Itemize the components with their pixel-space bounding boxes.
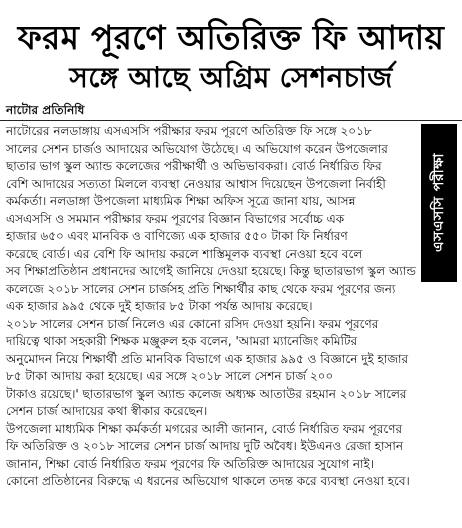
section-label: এসএসসি পরীক্ষা (431, 153, 447, 253)
body-line: টাকাও রয়েছে।' ছাতারভাগ স্কুল অ্যান্ড কলেজ অধ্যক্ষ আতাউর রহমান ২০১৮ সালের (6, 386, 407, 401)
byline: নাটোর প্রতিনিধি (6, 103, 85, 117)
headline (0, 16, 462, 96)
body-line: হাজার ৬৫০ এবং মানবিক ও বাণিজ্যে এক হাজার ৫৫০ টাকা ফি নির্ধারণ (6, 229, 348, 243)
body-line: ফি অতিরিক্ত ও ২০১৮ সালের সেশন চার্জ আদায় দুটি অবৈধ। ইউএনও রেজা হাসান (6, 439, 404, 453)
top-clipped-text-strip (0, 0, 462, 9)
body-line: সব শিক্ষাপ্রতিষ্ঠান প্রধানদের আগেই জানিয়ে দেওয়া হয়েছে। কিন্তু ছাতারভাগ স্কুল অ্যান্ড (6, 264, 416, 278)
body-line: করেছে বোর্ড। এর বেশি ফি আদায় করলে শাস্তিমূলক ব্যবস্থা নেওয়া হবে বলে (6, 246, 363, 261)
body-line: এক হাজার ৯৯৫ থেকে দুই হাজার ৮৫ টাকা পর্যন্ত আদায় করেছে। (6, 299, 313, 313)
body-line: উপজেলা মাধ্যমিক শিক্ষা কর্মকর্তা মগরের আলী জানান, বোর্ড নির্ধারিত ফরম পূরণের (6, 421, 403, 436)
body-line: ৮৫ টাকা আদায় করা হয়েছে। এর সঙ্গে ২০১৮ সালে সেশন চার্জ ২০০ (6, 369, 334, 383)
headline-line-1: ফরম পূরণে অতিরিক্ত ফি আদায় (17, 18, 445, 57)
body-line: কর্মকর্তা। নলডাঙ্গা উপজেলা মাধ্যমিক শিক্ষা অফিস সূত্রে জানা যায়, আসন্ন (6, 194, 356, 208)
byline-divider (0, 120, 462, 121)
body-line: ছাতার ভাগ স্কুল অ্যান্ড কলেজের পরীক্ষার্থী ও অভিভাবকরা। বোর্ড নির্ধারিত ফির (6, 159, 382, 173)
body-line: সালের সেশন চার্জও আদায়ের অভিযোগ উঠেছে। এ অভিযোগ করেন উপজেলার (6, 141, 388, 156)
body-line: সেশন চার্জ আদায়ের কথা স্বীকার করেছেন। (6, 404, 208, 418)
body-line: অনুমোদন নিয়ে শিক্ষার্থী প্রতি মানবিক বিভাগে এক হাজার ৯৯৫ ও বিজ্ঞানে দুই হাজার (6, 351, 409, 366)
body-line: কলেজে ২০১৮ সালের সেশন চার্জসহ প্রতি শিক্ষার্থীর কাছ থেকে ফরম পূরণের জন্য (6, 281, 396, 296)
body-line: দায়িত্বে থাকা সহকারী শিক্ষক মঞ্জুরুল হক বলেন, 'আমরা ম্যানেজিং কমিটির (6, 334, 358, 348)
body-line: এসএসসি ও সমমান পরীক্ষার ফরম পূরণের বিজ্ঞান বিভাগের সর্বোচ্চ এক (6, 211, 345, 226)
body-line: নাটোরের নলডাঙ্গায় এসএসসি পরীক্ষার ফরম পূরণে অতিরিক্ত ফি সঙ্গে ২০১৮ (6, 124, 372, 138)
body-line: ২০১৮ সালের সেশন চার্জ নিলেও এর কোনো রসিদ দেওয়া হয়নি। ফরম পূরণের (6, 316, 379, 331)
body-line: বেশি আদায়ের সত্যতা মিললে ব্যবস্থা নেওয়ার আশ্বাস দিয়েছেন উপজেলা নির্বাহী (6, 176, 386, 191)
body-line: জানান, শিক্ষা বোর্ড নির্ধারিত ফরম পূরণের ফি অতিরিক্ত আদায়ের সুযোগ নাই। (6, 456, 375, 471)
article-body (6, 123, 456, 491)
headline-line-2: সঙ্গে আছে অগ্রিম সেশনচার্জ (69, 61, 393, 94)
body-line: কোনো প্রতিষ্ঠানের বিরুদ্ধে এ ধরনের অভিযোগ থাকলে তদন্ত করে ব্যবস্থা নেওয়া হবে। (6, 474, 410, 488)
